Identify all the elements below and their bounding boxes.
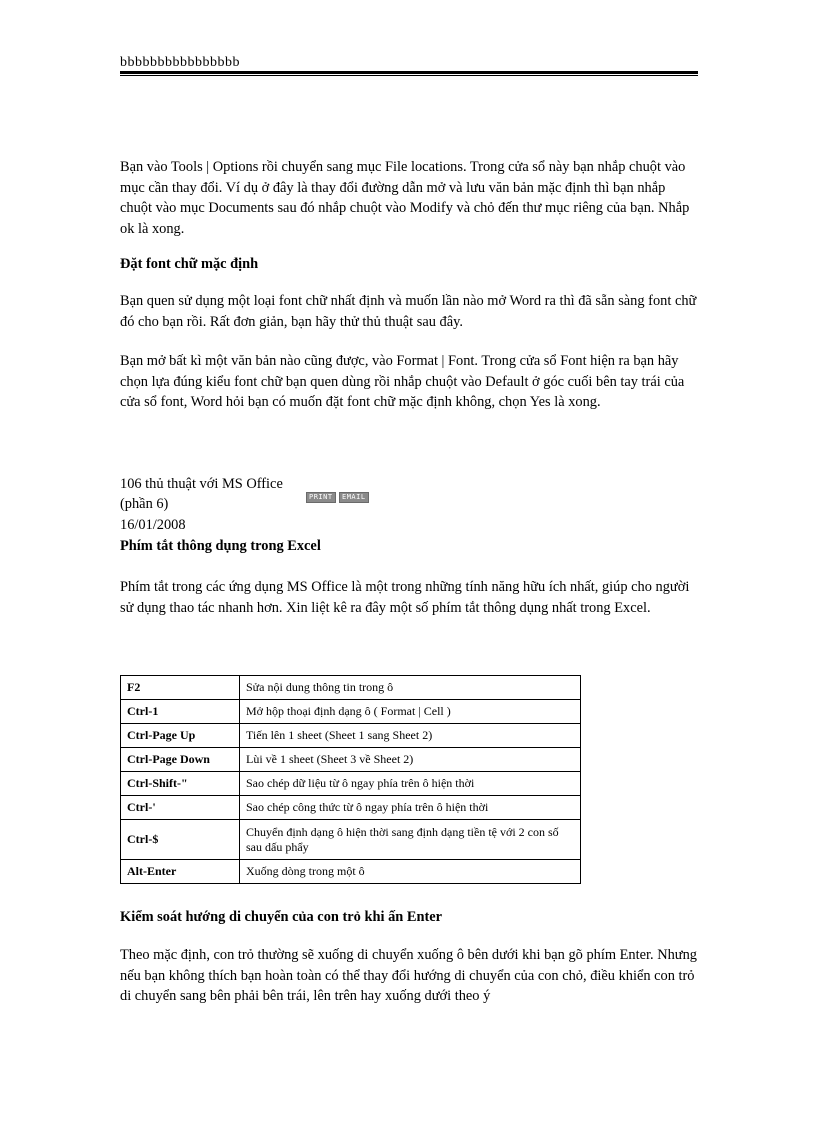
shortcut-key: Ctrl-Shift-" <box>121 772 240 796</box>
shortcuts-table <box>120 675 581 884</box>
header-rule-thick <box>120 71 698 74</box>
intro-paragraph: Bạn vào Tools | Options rồi chuyển sang mục File locations. Trong cửa sổ này bạn nhắp chuột vào mục cần thay đổi. Ví dụ ở đây là thay đổi đường dẫn mở và lưu văn bản mặc định thì bạn nhắp chuột vào mục Documents sau đó nhắp chuột vào Modify và chỏ đến thư mục riêng của bạn. Nhắp ok là xong. <box>120 159 690 237</box>
excel-shortcuts-heading: Phím tắt thông dụng trong Excel <box>120 538 321 554</box>
table-row <box>121 796 581 820</box>
font-section-paragraph-1: Bạn quen sử dụng một loại font chữ nhất định và muốn lần nào mở Word ra thì đã sẵn sàng font chữ đó cho bạn rồi. Rất đơn giản, bạn hãy thử thủ thuật sau đây. <box>120 293 697 330</box>
shortcut-key: Ctrl-1 <box>121 700 240 724</box>
shortcut-description: Sao chép công thức từ ô ngay phía trên ô hiện thời <box>240 796 581 820</box>
table-row <box>121 772 581 796</box>
article-title-line-2: (phần 6) <box>120 496 169 512</box>
shortcut-key: Ctrl-' <box>121 796 240 820</box>
table-row <box>121 676 581 700</box>
shortcut-description: Sao chép dữ liệu từ ô ngay phía trên ô hiện thời <box>240 772 581 796</box>
page-header-text: bbbbbbbbbbbbbbbb <box>120 55 240 70</box>
table-row <box>121 724 581 748</box>
article-title-line-1: 106 thủ thuật với MS Office <box>120 476 283 492</box>
shortcut-description: Xuống dòng trong một ô <box>240 860 581 884</box>
shortcut-key: Ctrl-$ <box>121 820 240 860</box>
print-button[interactable]: PRINT <box>306 492 336 503</box>
font-section-heading: Đặt font chữ mặc định <box>120 256 259 272</box>
table-row <box>121 860 581 884</box>
table-row <box>121 700 581 724</box>
shortcut-description: Sửa nội dung thông tin trong ô <box>240 676 581 700</box>
shortcut-description: Mở hộp thoại định dạng ô ( Format | Cell ) <box>240 700 581 724</box>
shortcut-key: F2 <box>121 676 240 700</box>
cursor-section-heading: Kiểm soát hướng di chuyển của con trỏ khi ấn Enter <box>120 909 443 925</box>
shortcut-key: Ctrl-Page Down <box>121 748 240 772</box>
shortcut-description: Lùi về 1 sheet (Sheet 3 về Sheet 2) <box>240 748 581 772</box>
cursor-section-paragraph: Theo mặc định, con trỏ thường sẽ xuống di chuyển xuống ô bên dưới khi bạn gõ phím Enter. Nhưng nếu bạn không thích bạn hoàn toàn có thể thay đổi hướng di chuyển của con chỏ, điều khiển con trỏ di chuyển sang bên phải bên trái, lên trên hay xuống dưới theo ý <box>120 947 697 1004</box>
shortcut-key: Ctrl-Page Up <box>121 724 240 748</box>
shortcut-description: Chuyển định dạng ô hiện thời sang định dạng tiền tệ với 2 con số sau dấu phẩy <box>240 820 581 860</box>
excel-shortcuts-paragraph: Phím tắt trong các ứng dụng MS Office là một trong những tính năng hữu ích nhất, giúp cho người sử dụng thao tác nhanh hơn. Xin liệt kê ra đây một số phím tắt thông dụng nhất trong Excel. <box>120 579 690 616</box>
font-section-paragraph-2: Bạn mở bất kì một văn bản nào cũng được, vào Format | Font. Trong cửa sổ Font hiện ra bạn hãy chọn lựa đúng kiểu font chữ bạn quen dùng rồi nhắp chuột vào Default ở góc cuối bên tay trái của cửa sổ font, Word hỏi bạn có muốn đặt font chữ mặc định không, chọn Yes là xong. <box>120 353 685 410</box>
header-rule-thin <box>120 75 698 76</box>
article-date: 16/01/2008 <box>120 517 186 533</box>
email-button[interactable]: EMAIL <box>339 492 369 503</box>
table-row <box>121 820 581 860</box>
table-row <box>121 748 581 772</box>
shortcut-key: Alt-Enter <box>121 860 240 884</box>
shortcut-description: Tiến lên 1 sheet (Sheet 1 sang Sheet 2) <box>240 724 581 748</box>
